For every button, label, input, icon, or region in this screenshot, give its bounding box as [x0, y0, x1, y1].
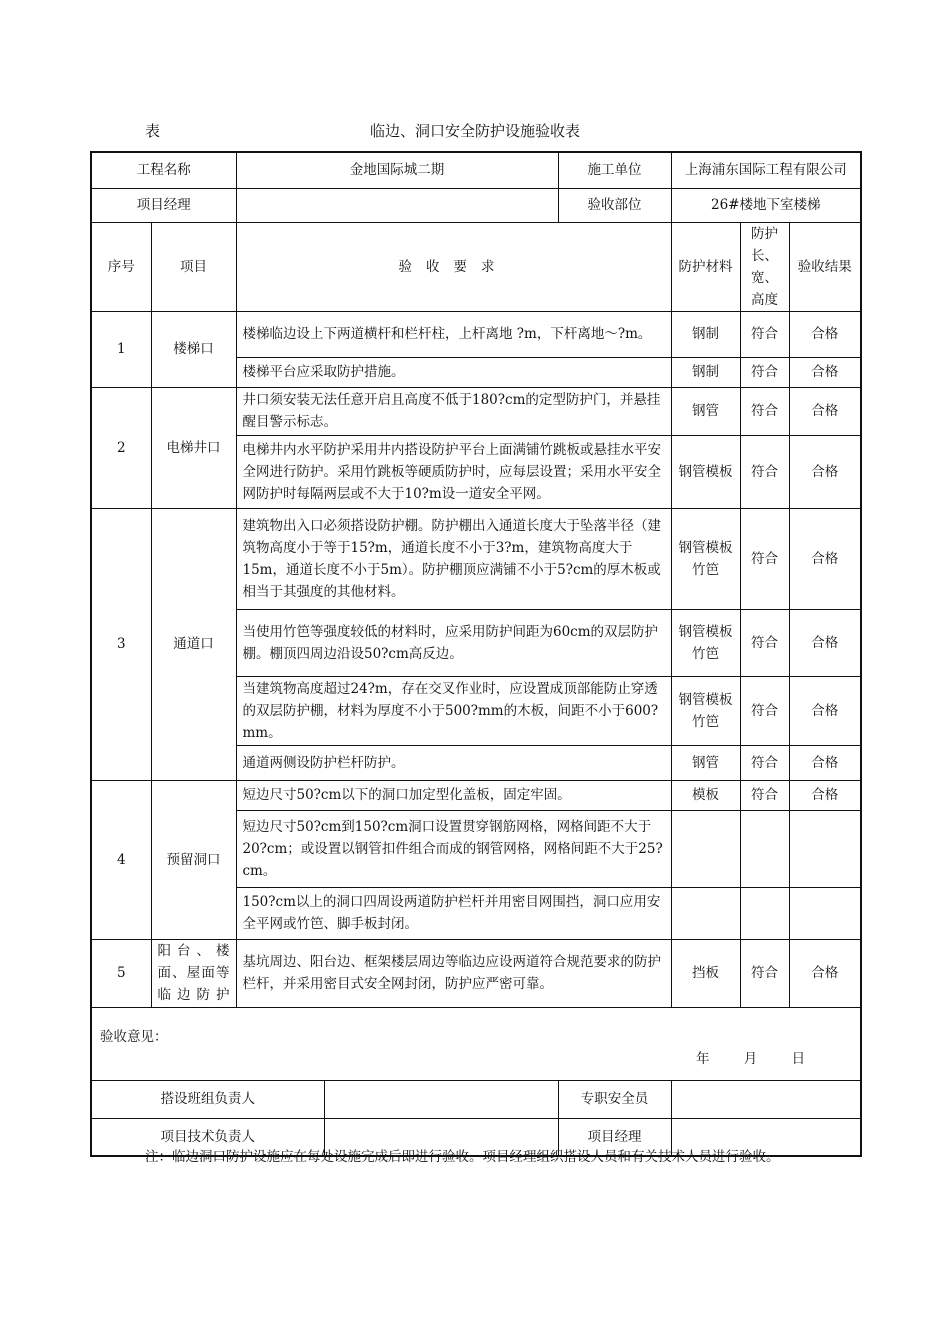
row-requirement: 短边尺寸50?cm以下的洞口加定型化盖板，固定牢固。: [236, 780, 671, 810]
row-size[interactable]: 符合: [740, 387, 789, 435]
row-material[interactable]: 钢制: [671, 357, 740, 387]
table-row: [91, 508, 861, 609]
row-result[interactable]: 合格: [789, 435, 861, 508]
manager-label: 项目经理: [91, 188, 236, 222]
row-requirement: 楼梯平台应采取防护措施。: [236, 357, 671, 387]
table-row: [91, 311, 861, 357]
crew-leader-signature[interactable]: [324, 1080, 558, 1118]
row-size[interactable]: [740, 810, 789, 887]
row-size[interactable]: 符合: [740, 939, 789, 1007]
row-size[interactable]: 符合: [740, 508, 789, 609]
row-size[interactable]: 符合: [740, 745, 789, 780]
project-name-value[interactable]: 金地国际城二期: [236, 152, 558, 188]
row-size[interactable]: 符合: [740, 609, 789, 676]
row-result[interactable]: 合格: [789, 676, 861, 745]
col-requirement-header: 验收要求: [236, 222, 671, 311]
row-material[interactable]: 模板: [671, 780, 740, 810]
opinion-date: [696, 1048, 835, 1070]
row-material[interactable]: 挡板: [671, 939, 740, 1007]
date-day-label: 日: [791, 1050, 806, 1067]
row-material[interactable]: 钢管模板: [671, 435, 740, 508]
inspection-form: [90, 151, 862, 1157]
col-no-header: 序号: [91, 222, 151, 311]
safety-officer-signature[interactable]: [671, 1080, 861, 1118]
row-material[interactable]: 钢管: [671, 745, 740, 780]
location-label: 验收部位: [558, 188, 671, 222]
col-size-header: 防护长、宽、高度: [740, 222, 789, 311]
row-size[interactable]: 符合: [740, 435, 789, 508]
tech-lead-label: 项目技术负责人: [91, 1118, 324, 1156]
row-material[interactable]: 钢管模板竹笆: [671, 508, 740, 609]
row-requirement: 短边尺寸50?cm到150?cm洞口设置贯穿钢筋网格，网格间距不大于20?cm；或设置以钢管扣件组合而成的钢管网格，网格间距不大于25?cm。: [236, 810, 671, 887]
row-item: 预留洞口: [151, 780, 236, 939]
row-material[interactable]: 钢制: [671, 311, 740, 357]
row-result[interactable]: 合格: [789, 311, 861, 357]
row-result[interactable]: 合格: [789, 609, 861, 676]
row-requirement: 井口须安装无法任意开启且高度不低于180?cm的定型防护门，并悬挂醒目警示标志。: [236, 387, 671, 435]
row-requirement: 当使用竹笆等强度较低的材料时，应采用防护间距为60cm的双层防护棚。棚顶四周边沿设50?cm高反边。: [236, 609, 671, 676]
location-value[interactable]: 26#楼地下室楼梯: [671, 188, 861, 222]
row-result[interactable]: 合格: [789, 387, 861, 435]
sign-manager-label: 项目经理: [558, 1118, 671, 1156]
row-result[interactable]: 合格: [789, 939, 861, 1007]
contractor-value[interactable]: 上海浦东国际工程有限公司: [671, 152, 861, 188]
row-no: 5: [91, 939, 151, 1007]
row-result[interactable]: 合格: [789, 508, 861, 609]
row-requirement: 楼梯临边设上下两道横杆和栏杆柱，上杆离地 ?m，下杆离地～?m。: [236, 311, 671, 357]
row-item: 楼梯口: [151, 311, 236, 387]
row-requirement: 电梯井内水平防护采用井内搭设防护平台上面满铺竹跳板或悬挂水平安全网进行防护。采用竹跳板等硬质防护时，应每层设置；采用水平安全网防护时每隔两层或不大于10?m设一道安全平网。: [236, 435, 671, 508]
manager-value[interactable]: [236, 188, 558, 222]
row-item: 通道口: [151, 508, 236, 780]
row-size[interactable]: 符合: [740, 676, 789, 745]
row-no: 1: [91, 311, 151, 387]
table-row: [91, 387, 861, 435]
crew-leader-label: 搭设班组负责人: [91, 1080, 324, 1118]
row-no: 2: [91, 387, 151, 508]
date-year-label: 年: [696, 1050, 710, 1067]
row-size[interactable]: 符合: [740, 780, 789, 810]
row-requirement: 当建筑物高度超过24?m，存在交叉作业时，应设置成顶部能防止穿透的双层防护棚，材料为厚度不小于500?mm的木板，间距不小于600?mm。: [236, 676, 671, 745]
row-size[interactable]: 符合: [740, 357, 789, 387]
row-result[interactable]: 合格: [789, 745, 861, 780]
row-no: 4: [91, 780, 151, 939]
row-material[interactable]: 钢管模板竹笆: [671, 609, 740, 676]
row-material[interactable]: [671, 887, 740, 939]
footer-note: 注：临边洞口防护设施应在每处设施完成后即进行验收。项目经理组织搭设人员和有关技术人员进行验收。: [145, 1149, 780, 1165]
row-result[interactable]: 合格: [789, 780, 861, 810]
row-result[interactable]: [789, 810, 861, 887]
row-size[interactable]: 符合: [740, 311, 789, 357]
row-requirement: 150?cm以上的洞口四周设两道防护栏杆并用密目网围挡，洞口应用安全平网或竹笆、脚手板封闭。: [236, 887, 671, 939]
row-size[interactable]: [740, 887, 789, 939]
row-requirement: 建筑物出入口必须搭设防护棚。防护棚出入通道长度大于坠落半径（建筑物高度小于等于15?m，通道长度不小于3?m，建筑物高度大于15m，通道长度不小于5m）。防护棚顶应满铺不小于5?cm的厚木板或相当于其强度的其他材料。: [236, 508, 671, 609]
row-result[interactable]: 合格: [789, 357, 861, 387]
row-material[interactable]: [671, 810, 740, 887]
header-table-label: 表: [145, 122, 161, 140]
table-row: [91, 939, 861, 1007]
acceptance-opinion[interactable]: [91, 1007, 861, 1080]
col-material-header: 防护材料: [671, 222, 740, 311]
row-result[interactable]: [789, 887, 861, 939]
page-title: 临边、洞口安全防护设施验收表: [370, 122, 581, 140]
row-material[interactable]: 钢管模板竹笆: [671, 676, 740, 745]
opinion-label: 验收意见：: [100, 1028, 168, 1045]
safety-officer-label: 专职安全员: [558, 1080, 671, 1118]
date-month-label: 月: [743, 1050, 758, 1067]
row-item: 阳台、楼面、屋面等临边防护: [151, 939, 236, 1007]
row-requirement: 通道两侧设防护栏杆防护。: [236, 745, 671, 780]
row-no: 3: [91, 508, 151, 780]
row-material[interactable]: 钢管: [671, 387, 740, 435]
row-item: 电梯井口: [151, 387, 236, 508]
col-result-header: 验收结果: [789, 222, 861, 311]
table-row: [91, 780, 861, 810]
contractor-label: 施工单位: [558, 152, 671, 188]
col-item-header: 项目: [151, 222, 236, 311]
row-requirement: 基坑周边、阳台边、框架楼层周边等临边应设两道符合规范要求的防护栏杆，并采用密目式安全网封闭，防护应严密可靠。: [236, 939, 671, 1007]
project-name-label: 工程名称: [91, 152, 236, 188]
